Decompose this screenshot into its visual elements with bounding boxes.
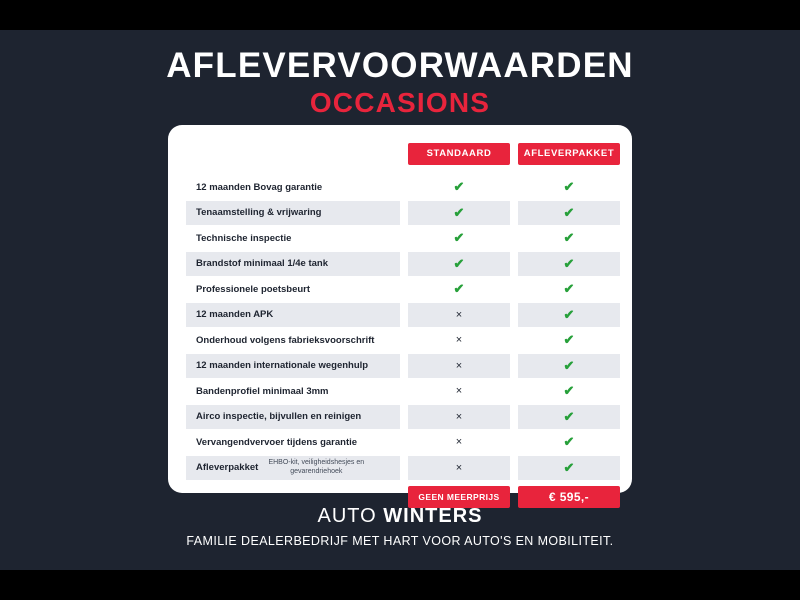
table-row (186, 226, 614, 251)
row-label: Tenaamstelling & vrijwaring (186, 201, 400, 226)
page-subtitle: OCCASIONS (309, 87, 491, 118)
cell-afleverpakket (518, 226, 620, 251)
cell-standaard (408, 277, 510, 302)
table-header-row (186, 141, 614, 167)
row-label-text: Afleverpakket (196, 462, 259, 474)
cross-icon: × (455, 308, 463, 321)
cell-afleverpakket (518, 328, 620, 353)
table-row (186, 354, 614, 379)
row-label (186, 456, 400, 481)
row-label: Vervangendvervoer tijdens garantie (196, 436, 358, 448)
table-row (186, 201, 614, 226)
cell-standaard (408, 226, 510, 251)
row-label: Professionele poetsbeurt (196, 283, 311, 295)
cross-icon: × (455, 436, 463, 449)
cross-icon: × (455, 385, 463, 398)
table-row (186, 379, 614, 404)
row-label: Airco inspectie, bijvullen en reinigen (186, 405, 400, 430)
check-icon: ✔ (563, 306, 575, 322)
cell-afleverpakket (518, 201, 620, 226)
cell-standaard (408, 201, 510, 226)
check-icon: ✔ (563, 357, 575, 373)
check-icon: ✔ (453, 204, 465, 220)
cross-icon: × (455, 461, 463, 474)
cell-afleverpakket (518, 405, 620, 430)
table-row (186, 303, 614, 328)
cell-standaard (408, 405, 510, 430)
check-icon: ✔ (453, 179, 465, 195)
cross-icon: × (455, 410, 463, 423)
check-icon: ✔ (563, 383, 575, 399)
check-icon: ✔ (453, 230, 465, 246)
cell-standaard (408, 252, 510, 277)
brand-name-light: AUTO (317, 505, 384, 527)
cell-standaard (408, 430, 510, 455)
row-label: Brandstof minimaal 1/4e tank (186, 252, 400, 277)
price-standaard: GEEN MEERPRIJS (408, 486, 510, 508)
table-row (186, 175, 614, 200)
poster-footer (0, 505, 800, 548)
cell-afleverpakket (518, 354, 620, 379)
cell-afleverpakket (518, 303, 620, 328)
check-icon: ✔ (563, 459, 575, 475)
check-icon: ✔ (563, 204, 575, 220)
row-label: Technische inspectie (196, 232, 292, 244)
cell-afleverpakket (518, 379, 620, 404)
check-icon: ✔ (453, 281, 465, 297)
cell-afleverpakket (518, 175, 620, 200)
page-title: AFLEVERVOORWAARDEN (166, 46, 634, 85)
check-icon: ✔ (563, 332, 575, 348)
check-icon: ✔ (563, 408, 575, 424)
comparison-card (168, 125, 632, 504)
table-row (186, 328, 614, 353)
row-label: Onderhoud volgens fabrieksvoorschrift (196, 334, 375, 346)
row-label: Bandenprofiel minimaal 3mm (196, 385, 329, 397)
row-label-note: EHBO-kit, veiligheidshesjes en gevarendriehoek (268, 459, 365, 475)
cell-standaard (408, 175, 510, 200)
brand-name-bold: WINTERS (383, 505, 483, 527)
table-row (186, 277, 614, 302)
cell-standaard (408, 303, 510, 328)
price-afleverpakket: € 595,- (518, 486, 620, 508)
cell-standaard (408, 379, 510, 404)
column-header-standaard: STANDAARD (408, 143, 510, 165)
brand-tagline: FAMILIE DEALERBEDRIJF MET HART VOOR AUTO'S EN MOBILITEIT. (186, 534, 614, 548)
cell-standaard (408, 354, 510, 379)
cell-standaard (408, 328, 510, 353)
poster-stage (0, 30, 800, 570)
cell-standaard (408, 456, 510, 481)
row-label: 12 maanden Bovag garantie (196, 181, 323, 193)
table-body (186, 175, 614, 480)
cell-afleverpakket (518, 430, 620, 455)
check-icon: ✔ (453, 255, 465, 271)
brand-name (0, 505, 800, 528)
table-row (186, 430, 614, 455)
poster-header (0, 30, 800, 120)
column-header-afleverpakket: AFLEVERPAKKET (518, 143, 620, 165)
cross-icon: × (455, 334, 463, 347)
row-label: 12 maanden APK (186, 303, 400, 328)
row-label: 12 maanden internationale wegenhulp (186, 354, 400, 379)
check-icon: ✔ (563, 255, 575, 271)
table-row (186, 252, 614, 277)
cross-icon: × (455, 359, 463, 372)
cell-afleverpakket (518, 277, 620, 302)
check-icon: ✔ (563, 281, 575, 297)
table-row (186, 456, 614, 481)
cell-afleverpakket (518, 456, 620, 481)
table-row (186, 405, 614, 430)
check-icon: ✔ (563, 230, 575, 246)
check-icon: ✔ (563, 434, 575, 450)
check-icon: ✔ (563, 179, 575, 195)
cell-afleverpakket (518, 252, 620, 277)
